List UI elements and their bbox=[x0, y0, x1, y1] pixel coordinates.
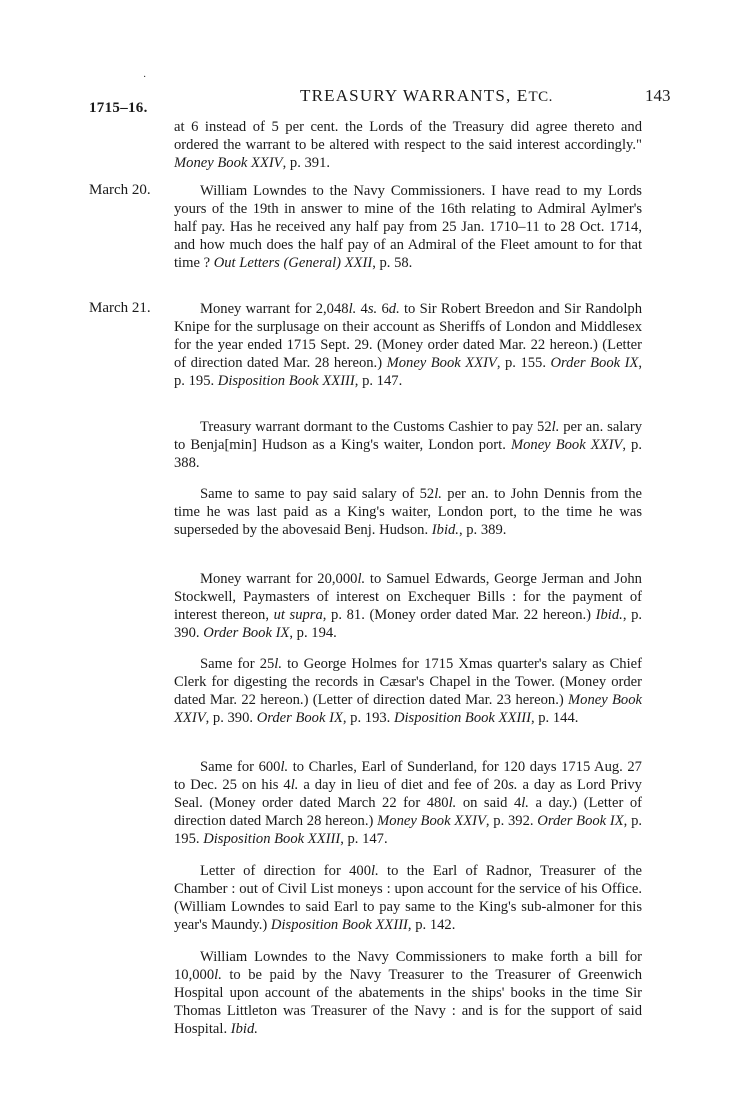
citation-run: l. bbox=[448, 795, 457, 811]
entry-sheriffs-warrant bbox=[174, 300, 642, 390]
text-run: Same for 600 bbox=[200, 759, 281, 775]
header-years: 1715–16. bbox=[89, 100, 148, 116]
citation-run: l. bbox=[357, 571, 366, 587]
citation-run: l. bbox=[521, 795, 529, 811]
text-run: to Samuel Edwards, George Jerman and John Stockwell, Paymasters of interest on Exchequer Bills : for the payment of interest thereon, bbox=[174, 571, 642, 623]
running-title bbox=[300, 86, 553, 106]
text-run: per an. to John Dennis from the time he was last paid as a King's waiter, London port, to the time he was superseded by the abovesaid Benj. Hudson. bbox=[174, 486, 642, 538]
citation-run: d. bbox=[388, 301, 400, 317]
entry-hudson-warrant bbox=[174, 418, 642, 472]
text-run: , p. 147. bbox=[340, 831, 388, 847]
text-run: William Lowndes to the Navy Commissioners. I have read to my Lords yours of the 19th in answer to mine of the 16th relating to Admiral Aylmer's half pay. Has he received any half pay from 25 Jan. 1710–11 to 28 Oct. 1714, and how much does the half pay of an Admiral of the Fleet amount to for that time ? bbox=[174, 183, 642, 271]
text-run: to the Earl of Radnor, Treasurer of the Chamber : out of Civil List moneys : upon account for the service of his Office. (William Lowndes to said Earl to pay same to the King's sub-almoner for this year's Maundy.) bbox=[174, 863, 643, 933]
text-run: a day in lieu of diet and fee of 20 bbox=[298, 777, 509, 793]
text-run: William Lowndes to the Navy Commissioners to make forth a bill for 10,000 bbox=[174, 949, 642, 983]
text-run: 4 bbox=[356, 301, 368, 317]
text-run: , p. 194. bbox=[289, 625, 337, 641]
text-run: to be paid by the Navy Treasurer to the Treasurer of Greenwich Hospital upon account of the abatements in the ships' books in the time Sir Thomas Littleton was Treasurer of the Navy : and is for the support of said Hospital. bbox=[174, 967, 642, 1037]
citation-run: Money Book XXIV bbox=[174, 155, 283, 171]
text-run: , p. 147. bbox=[354, 373, 403, 389]
text-run: , p. 155. bbox=[496, 355, 551, 371]
citation-run: ut supra bbox=[273, 607, 323, 623]
text-run: Money warrant for 2,048 bbox=[200, 301, 349, 317]
citation-run: l. bbox=[214, 967, 222, 983]
text-run: , p. 392. bbox=[485, 813, 538, 829]
citation-run: l. bbox=[274, 656, 282, 672]
text-run: to Charles, Earl of Sunderland, for 120 days 1715 Aug. 27 to Dec. 25 on his 4 bbox=[174, 759, 642, 793]
text-run: , p. 142. bbox=[407, 917, 456, 933]
margin-date-march-21: March 21. bbox=[89, 300, 151, 316]
entry-continuation bbox=[174, 118, 642, 172]
citation-run: Out Letters (General) XXII bbox=[213, 255, 373, 271]
text-run: at 6 instead of 5 per cent. the Lords of the Treasury did agree thereto and ordered the warrant to be altered with respect to the said interest accordingly." bbox=[174, 119, 642, 153]
citation-run: Ibid. bbox=[431, 522, 459, 538]
citation-run: s. bbox=[367, 301, 378, 317]
text-run: , p. 58. bbox=[372, 255, 413, 271]
text-run: Treasury warrant dormant to the Customs Cashier to pay 52 bbox=[200, 419, 552, 435]
citation-run: l. bbox=[348, 301, 357, 317]
text-run: , p. 81. (Money order dated Mar. 22 hereon.) bbox=[322, 607, 596, 623]
citation-run: l. bbox=[434, 486, 442, 502]
citation-run: Order Book IX bbox=[550, 355, 639, 371]
text-run: , p. 390. bbox=[205, 710, 257, 726]
citation-run: l. bbox=[371, 863, 379, 879]
citation-run: Order Book IX bbox=[256, 710, 343, 726]
citation-run: Disposition Book XXIII bbox=[270, 917, 408, 933]
text-run: , p. 144. bbox=[530, 710, 579, 726]
text-run: Money warrant for 20,000 bbox=[200, 571, 358, 587]
citation-run: Order Book IX bbox=[537, 813, 624, 829]
text-run: , p. 388. bbox=[174, 437, 642, 471]
text-run: 6 bbox=[377, 301, 389, 317]
page-number: 143 bbox=[645, 86, 671, 105]
entry-holmes-salary bbox=[174, 655, 642, 727]
text-run: a day.) (Letter of direction dated March 28 hereon.) bbox=[174, 795, 642, 829]
entry-navy-commissioners bbox=[174, 182, 642, 272]
citation-run: s. bbox=[508, 777, 518, 793]
citation-run: Money Book XXIV bbox=[174, 692, 642, 726]
citation-run: Disposition Book XXIII bbox=[217, 373, 355, 389]
text-run: Letter of direction for 400 bbox=[200, 863, 372, 879]
citation-run: Ibid. bbox=[230, 1021, 258, 1037]
margin-date-march-20: March 20. bbox=[89, 182, 151, 198]
citation-run: Ibid. bbox=[595, 607, 623, 623]
running-title-main: TREASURY WARRANTS, E bbox=[300, 86, 529, 105]
text-run: to George Holmes for 1715 Xmas quarter's salary as Chief Clerk for digesting the records in Cæsar's Chapel in the Tower. (Money order dated Mar. 22 hereon.) (Letter of direction dated Mar. 23 hereon.) bbox=[174, 656, 642, 708]
text-run: to Sir Robert Breedon and Sir Randolph Knipe for the surplusage on their account as Sheriffs of London and Middlesex for the year ended 1715 Sept. 29. (Money order dated Mar. 22 hereon.) (Letter of direction dated Mar. 28 hereon.) bbox=[174, 301, 642, 371]
text-run: , p. 391. bbox=[282, 155, 331, 171]
citation-run: l. bbox=[280, 759, 289, 775]
citation-run: Money Book XXIV bbox=[377, 813, 486, 829]
text-run: on said 4 bbox=[456, 795, 522, 811]
citation-run: Money Book XXIV bbox=[386, 355, 497, 371]
text-run: , p. 193. bbox=[342, 710, 394, 726]
citation-run: Disposition Book XXIII bbox=[393, 710, 531, 726]
citation-run: l. bbox=[551, 419, 560, 435]
text-run: , p. 195. bbox=[174, 813, 643, 847]
entry-exchequer-bills bbox=[174, 570, 642, 642]
entry-radnor-direction bbox=[174, 862, 642, 934]
text-run: , p. 390. bbox=[174, 607, 643, 641]
text-run: Same for 25 bbox=[200, 656, 275, 672]
citation-run: Disposition Book XXIII bbox=[203, 831, 341, 847]
text-run: Same to same to pay said salary of 52 bbox=[200, 486, 435, 502]
text-run: per an. salary to Benja[min] Hudson as a King's waiter, London port. bbox=[174, 419, 642, 453]
entry-sunderland-privy-seal bbox=[174, 758, 642, 848]
citation-run: Order Book IX bbox=[203, 625, 290, 641]
entry-dennis-salary bbox=[174, 485, 642, 539]
margin-dot: · bbox=[143, 72, 147, 83]
citation-run: l. bbox=[290, 777, 299, 793]
citation-run: Money Book XXIV bbox=[510, 437, 623, 453]
entry-greenwich-hospital bbox=[174, 948, 642, 1038]
text-run: , p. 389. bbox=[458, 522, 507, 538]
text-run: a day as Lord Privy Seal. (Money order dated March 22 for 480 bbox=[174, 777, 642, 811]
running-title-small: TC. bbox=[528, 89, 553, 105]
text-run: , p. 195. bbox=[174, 355, 643, 389]
